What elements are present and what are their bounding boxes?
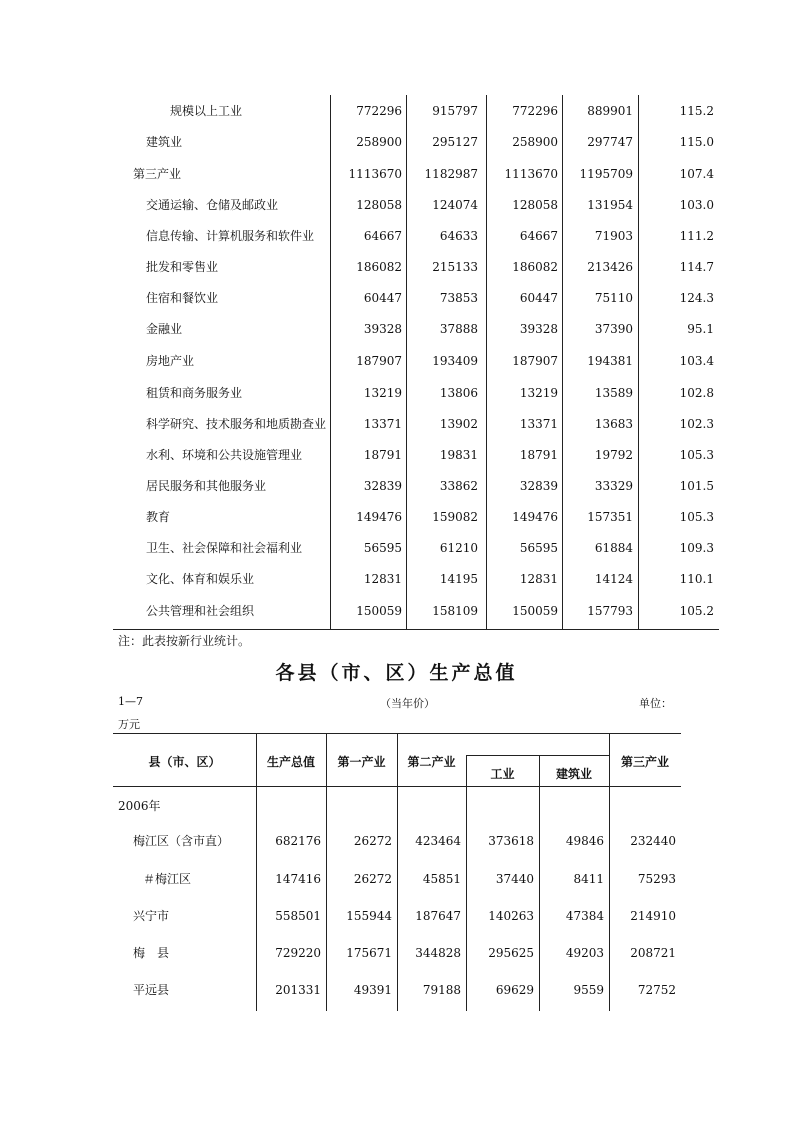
- cell-value: 8411: [573, 872, 604, 886]
- cell-value: 49391: [353, 983, 392, 997]
- table-row: [113, 861, 681, 898]
- cell-value: 889901: [587, 104, 633, 118]
- cell-value: 49846: [565, 834, 604, 848]
- cell-value: 33329: [594, 479, 633, 493]
- cell-value: 107.4: [679, 167, 714, 181]
- cell-value: 297747: [587, 135, 633, 149]
- cell-value: 69629: [495, 983, 534, 997]
- cell-value: 149476: [512, 510, 558, 524]
- cell-value: 258900: [512, 135, 558, 149]
- cell-value: 149476: [356, 510, 402, 524]
- row-label: 房地产业: [146, 354, 195, 368]
- cell-value: 61884: [594, 541, 633, 555]
- cell-value: 102.8: [679, 386, 714, 400]
- table-row: [113, 935, 681, 972]
- row-label: 卫生、社会保障和社会福利业: [146, 541, 303, 555]
- cell-value: 201331: [275, 983, 321, 997]
- table-row: [113, 221, 719, 252]
- cell-value: 19792: [594, 448, 633, 462]
- table-row: [113, 471, 719, 502]
- cell-value: 12831: [519, 572, 558, 586]
- cell-value: 103.4: [679, 354, 714, 368]
- row-label: 教育: [146, 510, 171, 524]
- cell-value: 61210: [439, 541, 478, 555]
- row-label: 梅 县: [133, 946, 170, 960]
- subheader-divider: [466, 755, 609, 756]
- cell-value: 187907: [356, 354, 402, 368]
- table-row: [113, 252, 719, 283]
- row-label: ＃梅江区: [143, 872, 192, 886]
- cell-value: 72752: [637, 983, 676, 997]
- row-label: 梅江区（含市直）: [133, 834, 230, 848]
- row-label: 文化、体育和娱乐业: [146, 572, 255, 586]
- cell-value: 157793: [587, 604, 633, 618]
- cell-value: 32839: [363, 479, 402, 493]
- cell-value: 344828: [415, 946, 461, 960]
- cell-value: 157351: [587, 510, 633, 524]
- table-row: [113, 283, 719, 314]
- cell-value: 214910: [630, 909, 676, 923]
- cell-value: 159082: [432, 510, 478, 524]
- row-label: 公共管理和社会组织: [146, 604, 255, 618]
- table-row: [113, 127, 719, 158]
- table-row: [113, 898, 681, 935]
- cell-value: 12831: [363, 572, 402, 586]
- table-row: [113, 96, 719, 127]
- table-row: [113, 533, 719, 564]
- cell-value: 26272: [353, 872, 392, 886]
- cell-value: 186082: [356, 260, 402, 274]
- cell-value: 373618: [488, 834, 534, 848]
- cell-value: 128058: [356, 198, 402, 212]
- cell-value: 33862: [439, 479, 478, 493]
- section-title: 各县（市、区）生产总值: [275, 662, 518, 684]
- cell-value: 114.7: [679, 260, 714, 274]
- cell-value: 111.2: [679, 229, 714, 243]
- cell-value: 213426: [587, 260, 633, 274]
- cell-value: 105.3: [679, 510, 714, 524]
- cell-value: 147416: [275, 872, 321, 886]
- row-label: 交通运输、仓储及邮政业: [146, 198, 279, 212]
- cell-value: 109.3: [679, 541, 714, 555]
- cell-value: 193409: [432, 354, 478, 368]
- cell-value: 64667: [519, 229, 558, 243]
- cell-value: 13902: [439, 417, 478, 431]
- cell-value: 13806: [439, 386, 478, 400]
- cell-value: 9559: [573, 983, 604, 997]
- header-secondary: 第二产业: [407, 755, 456, 769]
- cell-value: 39328: [519, 322, 558, 336]
- cell-value: 772296: [356, 104, 402, 118]
- row-label: 住宿和餐饮业: [146, 291, 219, 305]
- cell-value: 49203: [565, 946, 604, 960]
- header-construction: 建筑业: [555, 767, 592, 781]
- row-label: 平远县: [133, 983, 170, 997]
- cell-value: 187907: [512, 354, 558, 368]
- header-region: 县（市、区）: [148, 755, 221, 769]
- cell-value: 187647: [415, 909, 461, 923]
- cell-value: 103.0: [679, 198, 714, 212]
- cell-value: 102.3: [679, 417, 714, 431]
- cell-value: 155944: [346, 909, 392, 923]
- cell-value: 18791: [363, 448, 402, 462]
- row-label: 第三产业: [133, 167, 182, 181]
- cell-value: 1182987: [424, 167, 478, 181]
- price-note: （当年价）: [380, 697, 435, 710]
- cell-value: 75110: [594, 291, 633, 305]
- table-note: 注：此表按新行业统计。: [118, 634, 251, 648]
- cell-value: 258900: [356, 135, 402, 149]
- cell-value: 37390: [594, 322, 633, 336]
- cell-value: 37440: [495, 872, 534, 886]
- cell-value: 124.3: [679, 291, 714, 305]
- cell-value: 39328: [363, 322, 402, 336]
- cell-value: 18791: [519, 448, 558, 462]
- cell-value: 194381: [587, 354, 633, 368]
- row-label: 建筑业: [146, 135, 183, 149]
- cell-value: 682176: [275, 834, 321, 848]
- table-row: [113, 346, 719, 377]
- row-label: 规模以上工业: [170, 104, 243, 118]
- row-label: 水利、环境和公共设施管理业: [146, 448, 303, 462]
- cell-value: 32839: [519, 479, 558, 493]
- cell-value: 37888: [439, 322, 478, 336]
- table-row: [113, 596, 719, 627]
- table-row: [113, 972, 681, 1009]
- row-label: 金融业: [146, 322, 183, 336]
- cell-value: 215133: [432, 260, 478, 274]
- cell-value: 915797: [432, 104, 478, 118]
- cell-value: 729220: [275, 946, 321, 960]
- cell-value: 150059: [512, 604, 558, 618]
- row-label: 信息传输、计算机服务和软件业: [146, 229, 315, 243]
- cell-value: 56595: [363, 541, 402, 555]
- cell-value: 1195709: [579, 167, 633, 181]
- cell-value: 75293: [637, 872, 676, 886]
- cell-value: 1113670: [348, 167, 402, 181]
- cell-value: 13683: [594, 417, 633, 431]
- cell-value: 175671: [346, 946, 392, 960]
- cell-value: 47384: [565, 909, 604, 923]
- table-row: [113, 378, 719, 409]
- cell-value: 131954: [587, 198, 633, 212]
- year-label: 2006年: [118, 799, 161, 813]
- cell-value: 26272: [353, 834, 392, 848]
- cell-value: 150059: [356, 604, 402, 618]
- unit-label: 单位：: [639, 697, 672, 710]
- cell-value: 19831: [439, 448, 478, 462]
- cell-value: 110.1: [679, 572, 714, 586]
- table-row: [113, 190, 719, 221]
- cell-value: 45851: [422, 872, 461, 886]
- cell-value: 115.0: [679, 135, 714, 149]
- cell-value: 423464: [415, 834, 461, 848]
- cell-value: 13219: [363, 386, 402, 400]
- cell-value: 73853: [439, 291, 478, 305]
- cell-value: 13589: [594, 386, 633, 400]
- cell-value: 105.2: [679, 604, 714, 618]
- cell-value: 14124: [594, 572, 633, 586]
- cell-value: 1113670: [504, 167, 558, 181]
- cell-value: 128058: [512, 198, 558, 212]
- cell-value: 14195: [439, 572, 478, 586]
- cell-value: 79188: [422, 983, 461, 997]
- table-row: [113, 502, 719, 533]
- cell-value: 95.1: [687, 322, 714, 336]
- row-label: 兴宁市: [133, 909, 170, 923]
- cell-value: 158109: [432, 604, 478, 618]
- header-tertiary: 第三产业: [620, 755, 669, 769]
- cell-value: 56595: [519, 541, 558, 555]
- cell-value: 115.2: [679, 104, 714, 118]
- cell-value: 13219: [519, 386, 558, 400]
- cell-value: 101.5: [679, 479, 714, 493]
- table-row: [113, 440, 719, 471]
- header-primary: 第一产业: [337, 755, 386, 769]
- header-gdp: 生产总值: [266, 755, 315, 769]
- table-bottom-border: [113, 629, 719, 630]
- unit-value: 万元: [118, 718, 140, 731]
- row-label: 批发和零售业: [146, 260, 219, 274]
- table-row: [113, 823, 681, 860]
- cell-value: 124074: [432, 198, 478, 212]
- cell-value: 64667: [363, 229, 402, 243]
- cell-value: 64633: [439, 229, 478, 243]
- cell-value: 105.3: [679, 448, 714, 462]
- table-row: [113, 409, 719, 440]
- cell-value: 60447: [363, 291, 402, 305]
- cell-value: 13371: [519, 417, 558, 431]
- cell-value: 558501: [275, 909, 321, 923]
- cell-value: 71903: [594, 229, 633, 243]
- header-industry: 工业: [490, 767, 515, 781]
- cell-value: 772296: [512, 104, 558, 118]
- cell-value: 232440: [630, 834, 676, 848]
- table-row: [113, 314, 719, 345]
- table-row: [113, 159, 719, 190]
- row-label: 居民服务和其他服务业: [146, 479, 267, 493]
- table-row: [113, 564, 719, 595]
- row-label: 科学研究、技术服务和地质勘查业: [146, 417, 327, 431]
- table-number: 1—7: [118, 695, 143, 708]
- cell-value: 295127: [432, 135, 478, 149]
- cell-value: 60447: [519, 291, 558, 305]
- cell-value: 13371: [363, 417, 402, 431]
- row-label: 租赁和商务服务业: [146, 386, 243, 400]
- cell-value: 208721: [630, 946, 676, 960]
- cell-value: 140263: [488, 909, 534, 923]
- cell-value: 186082: [512, 260, 558, 274]
- cell-value: 295625: [488, 946, 534, 960]
